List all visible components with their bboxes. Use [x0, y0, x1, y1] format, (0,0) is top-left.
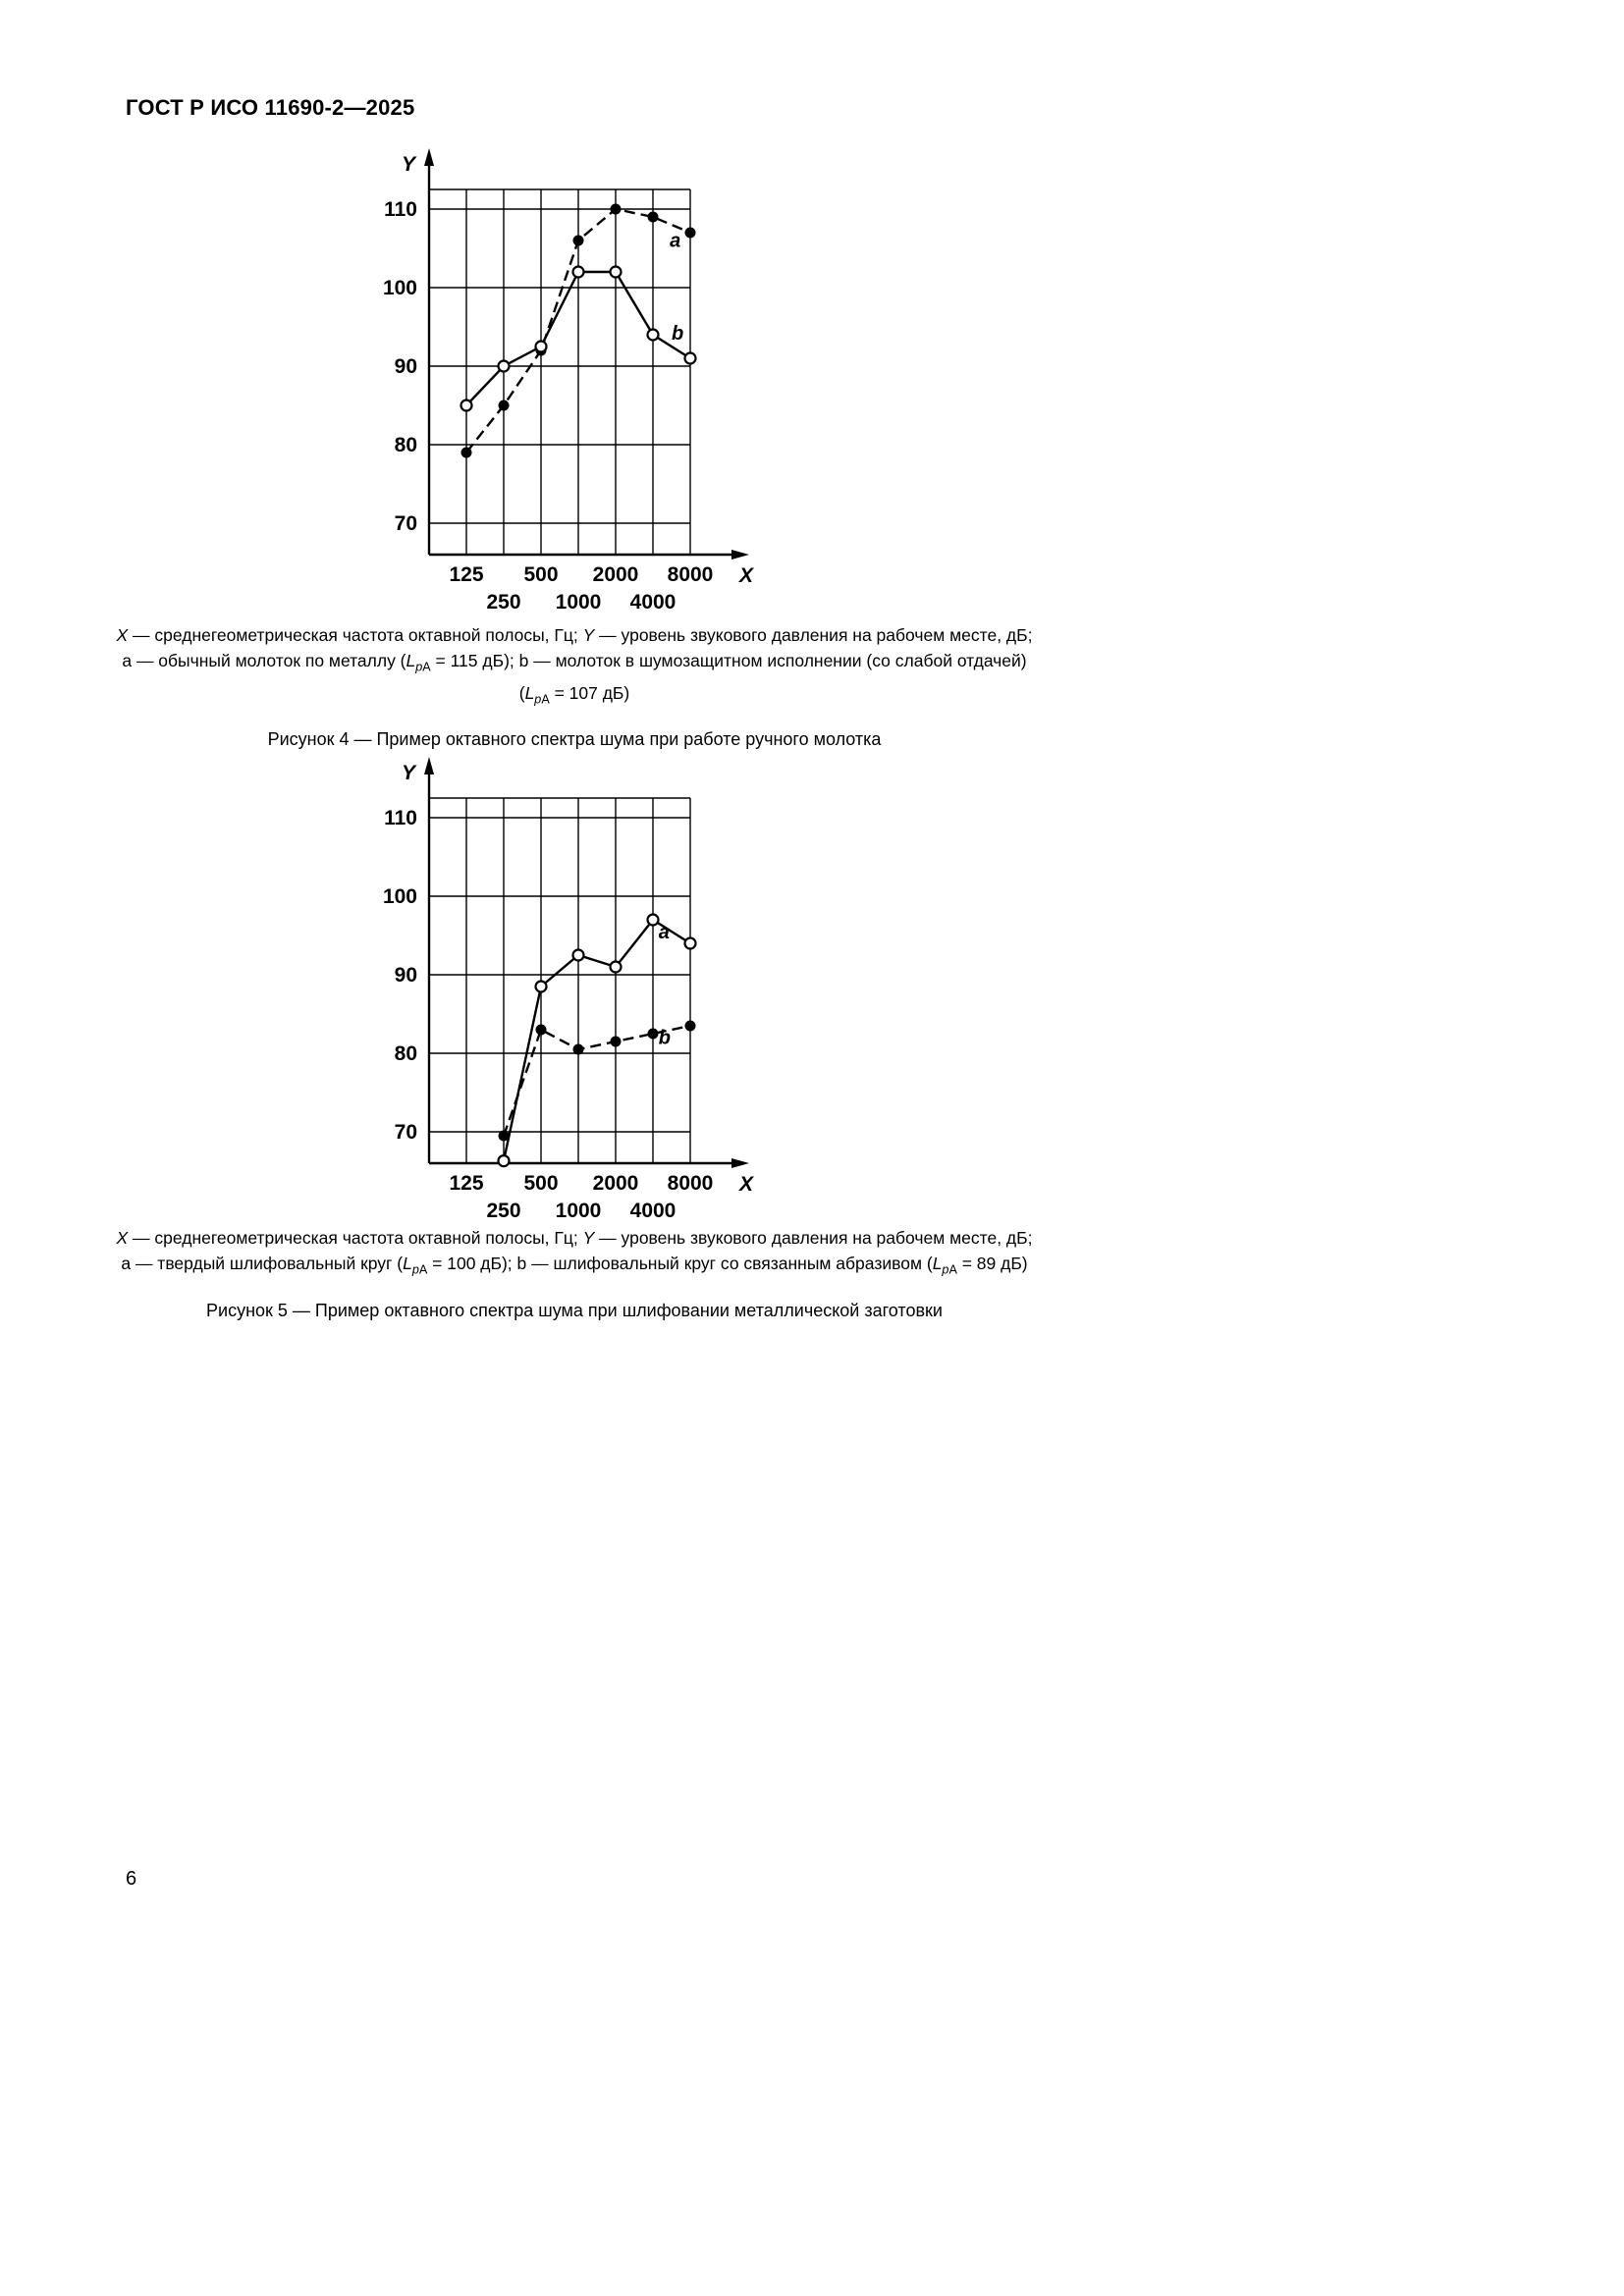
svg-text:90: 90: [394, 355, 417, 378]
figure4-title: Рисунок 4 — Пример октавного спектра шума при работе ручного молотка: [267, 729, 882, 749]
figure4-caption-line-1: X — среднегеометрическая частота октавной полосы, Гц; Y — уровень звукового давления на рабочем месте, дБ;: [116, 625, 1033, 645]
svg-text:100: 100: [382, 885, 417, 908]
svg-text:Y: Y: [401, 762, 415, 784]
octave-spectrum-plot: [355, 145, 767, 625]
svg-text:8000: 8000: [667, 1172, 714, 1195]
figure5-caption-line-2: a — твердый шлифовальный круг ($L_{pA} = 100$ дБ); b — шлифовальный круг со связанным абразивом ($L_{pA} = 89$ дБ): [121, 1254, 1028, 1277]
svg-text:80: 80: [394, 434, 417, 456]
svg-text:2000: 2000: [592, 1172, 639, 1195]
svg-text:X: X: [739, 1173, 754, 1196]
svg-text:70: 70: [394, 512, 417, 535]
svg-text:110: 110: [384, 807, 417, 829]
svg-text:4000: 4000: [629, 591, 677, 614]
svg-text:250: 250: [486, 591, 521, 614]
figure5-title: Рисунок 5 — Пример октавного спектра шума при шлифовании металлической заготовки: [206, 1300, 943, 1320]
figure4-caption-line-3: ($L_{pA} = 107$ дБ): [518, 682, 630, 706]
svg-text:125: 125: [449, 1172, 484, 1195]
figure5-chart: [355, 754, 767, 1239]
octave-spectrum-plot: [355, 754, 767, 1234]
svg-text:70: 70: [394, 1121, 417, 1144]
svg-text:1000: 1000: [555, 591, 602, 614]
figure5-caption: [0, 1225, 1149, 1321]
svg-text:500: 500: [523, 563, 559, 586]
figure4-caption: [0, 622, 1149, 750]
svg-text:Y: Y: [401, 153, 415, 176]
svg-text:4000: 4000: [629, 1200, 677, 1222]
svg-text:100: 100: [382, 277, 417, 299]
figure5-caption-line-1: X — среднегеометрическая частота октавной полосы, Гц; Y — уровень звукового давления на рабочем месте, дБ;: [116, 1228, 1033, 1248]
svg-text:500: 500: [523, 1172, 559, 1195]
svg-text:a: a: [670, 230, 681, 252]
svg-text:b: b: [658, 1027, 671, 1049]
svg-text:a: a: [658, 922, 670, 944]
svg-text:80: 80: [394, 1042, 417, 1065]
svg-text:8000: 8000: [667, 563, 714, 586]
svg-text:1000: 1000: [555, 1200, 602, 1222]
figure4-caption-line-2: a — обычный молоток по металлу ($L_{pA} = 115$ дБ); b — молоток в шумозащитном исполнении (со слабой отдачей): [122, 651, 1027, 674]
svg-text:2000: 2000: [592, 563, 639, 586]
svg-text:b: b: [672, 322, 684, 345]
svg-text:125: 125: [449, 563, 484, 586]
svg-text:90: 90: [394, 964, 417, 987]
document-header: ГОСТ Р ИСО 11690-2—2025: [126, 95, 415, 120]
svg-text:110: 110: [384, 198, 417, 221]
svg-text:X: X: [739, 564, 754, 587]
figure4-chart: [355, 145, 767, 630]
svg-text:250: 250: [486, 1200, 521, 1222]
page-number: 6: [126, 1868, 137, 1890]
